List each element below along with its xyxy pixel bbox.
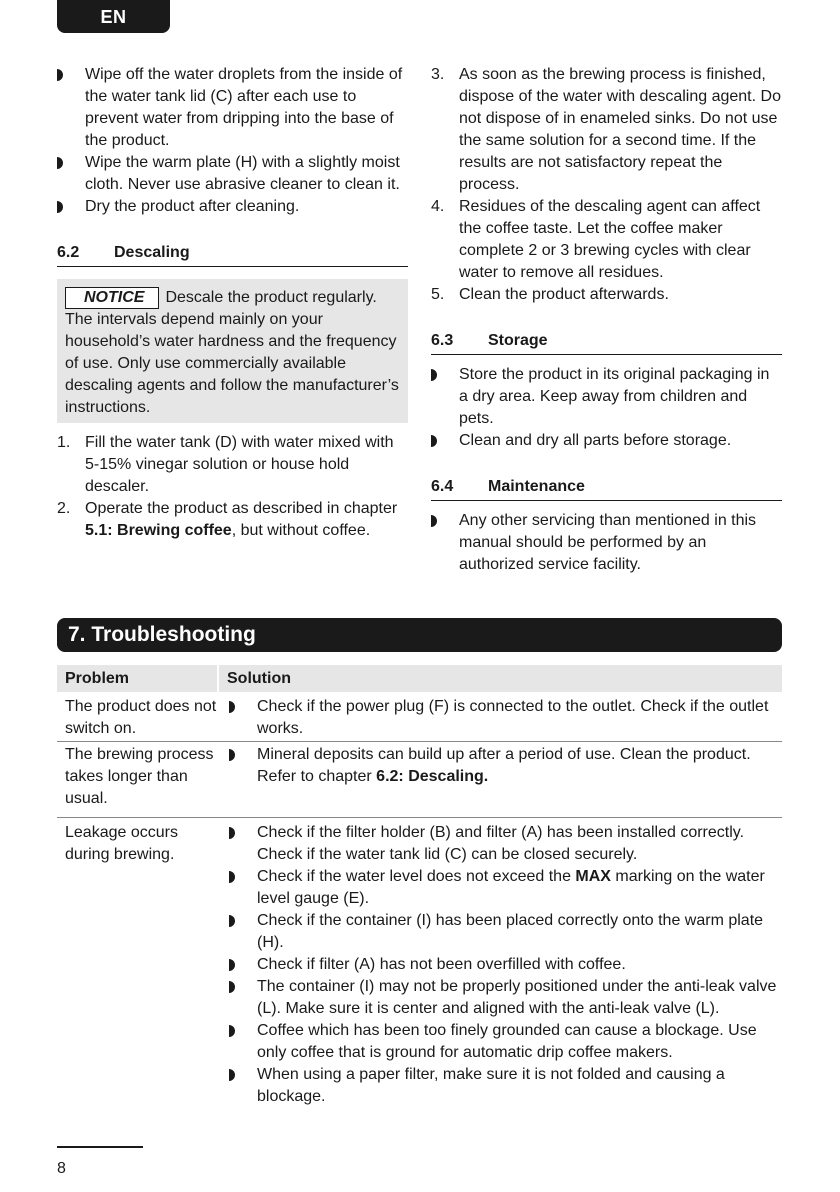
column-header-solution: Solution xyxy=(227,670,291,687)
bullet-icon xyxy=(57,157,63,169)
list-item: Store the product in its original packaging in a dry area. Keep away from children and pets. xyxy=(431,364,782,430)
list-item: Check if filter (A) has not been overfilled with coffee. xyxy=(229,954,782,976)
list-item: Check if the container (I) has been placed correctly onto the warm plate (H). xyxy=(229,910,782,954)
bullet-icon xyxy=(229,915,235,927)
footer-rule xyxy=(57,1146,143,1148)
bullet-icon xyxy=(229,981,235,993)
problem-cell: Leakage occurs during brewing. xyxy=(65,824,178,863)
list-item: 3. As soon as the brewing process is finished, dispose of the water with descaling agent. Do not dispose of in enameled sinks. Do not use the same solution for a second time. If the results are not satisfactory repeat the process. xyxy=(431,66,781,193)
list-item: Check if the filter holder (B) and filter (A) has been installed correctly. Check if the water tank lid (C) can be closed securely. xyxy=(229,822,782,866)
column-header-problem: Problem xyxy=(57,665,219,692)
chapter-reference: 6.2: Descaling. xyxy=(376,768,489,785)
maintenance-list xyxy=(431,510,782,576)
bullet-icon xyxy=(431,369,437,381)
chapter-reference: 5.1: Brewing coffee xyxy=(85,522,232,539)
storage-list xyxy=(431,364,782,452)
chapter-banner: 7. Troubleshooting xyxy=(57,618,782,652)
section-heading-descaling xyxy=(57,242,408,267)
section-number: 6.2 xyxy=(57,244,80,261)
bullet-icon xyxy=(229,959,235,971)
table-row xyxy=(57,692,782,742)
solution-cell xyxy=(219,744,782,810)
descaling-steps-continued xyxy=(431,64,782,306)
troubleshooting-table xyxy=(57,665,782,1108)
list-item: Check if the water level does not exceed the MAX marking on the water level gauge (E). xyxy=(229,866,782,910)
language-tab: EN xyxy=(57,0,170,33)
section-title: Maintenance xyxy=(488,478,585,495)
list-item: Clean and dry all parts before storage. xyxy=(431,430,782,452)
list-item: Coffee which has been too finely grounded can cause a blockage. Use only coffee that is ground for automatic drip coffee makers. xyxy=(229,1020,782,1064)
list-item: 4. Residues of the descaling agent can affect the coffee taste. Let the coffee maker complete 2 or 3 brewing cycles with clear water to remove all residues. xyxy=(431,198,761,281)
list-item: 5. Clean the product afterwards. xyxy=(431,286,669,303)
list-item: Wipe the warm plate (H) with a slightly moist cloth. Never use abrasive cleaner to clean it. xyxy=(57,152,408,196)
table-row xyxy=(57,742,782,818)
right-column xyxy=(431,64,782,576)
bullet-icon xyxy=(431,515,437,527)
list-item: Wipe off the water droplets from the inside of the water tank lid (C) after each use to prevent water from dripping into the base of the product. xyxy=(57,64,408,152)
bullet-icon xyxy=(229,871,235,883)
list-item: 1. Fill the water tank (D) with water mixed with 5-15% vinegar solution or house hold descaler. xyxy=(57,434,394,495)
cleaning-list xyxy=(57,64,408,218)
list-item: Mineral deposits can build up after a period of use. Clean the product. Refer to chapter 6.2: Descaling. xyxy=(229,744,782,788)
bullet-icon xyxy=(229,749,235,761)
list-item: The container (I) may not be properly positioned under the anti-leak valve (L). Make sure it is center and aligned with the anti-leak valve (L). xyxy=(229,976,782,1020)
list-item: Any other servicing than mentioned in this manual should be performed by an authorized service facility. xyxy=(431,510,782,576)
left-column xyxy=(57,64,408,542)
section-heading-storage xyxy=(431,330,782,355)
list-item: When using a paper filter, make sure it is not folded and causing a blockage. xyxy=(229,1064,782,1108)
bullet-icon xyxy=(57,201,63,213)
list-item: Dry the product after cleaning. xyxy=(57,196,408,218)
max-marking: MAX xyxy=(575,868,611,885)
section-title: Storage xyxy=(488,332,548,349)
list-item: 2. Operate the product as described in chapter 5.1: Brewing coffee, but without coffee. xyxy=(57,500,398,539)
problem-cell: The product does not switch on. xyxy=(65,698,217,737)
table-row xyxy=(57,818,782,1108)
section-number: 6.3 xyxy=(431,332,454,349)
bullet-icon xyxy=(229,827,235,839)
bullet-icon xyxy=(229,1069,235,1081)
list-item: Check if the power plug (F) is connected to the outlet. Check if the outlet works. xyxy=(229,696,782,740)
notice-text: Descale the product regularly. The intervals depend mainly on your household’s water hardness and the frequency of use. Only use commercially available descaling agents and follow the manufacturer’s instructions. xyxy=(65,289,399,416)
solution-cell xyxy=(219,822,782,1108)
bullet-icon xyxy=(229,701,235,713)
section-heading-maintenance xyxy=(431,476,782,501)
bullet-icon xyxy=(431,435,437,447)
bullet-icon xyxy=(57,69,63,81)
solution-cell xyxy=(219,696,782,740)
bullet-icon xyxy=(229,1025,235,1037)
notice-box xyxy=(57,279,408,423)
problem-cell: The brewing process takes longer than usual. xyxy=(65,746,214,807)
notice-badge: NOTICE xyxy=(65,287,159,309)
section-title: Descaling xyxy=(114,244,190,261)
table-header xyxy=(57,665,782,692)
section-number: 6.4 xyxy=(431,478,454,495)
page-number: 8 xyxy=(57,1160,66,1177)
descaling-steps xyxy=(57,432,408,542)
